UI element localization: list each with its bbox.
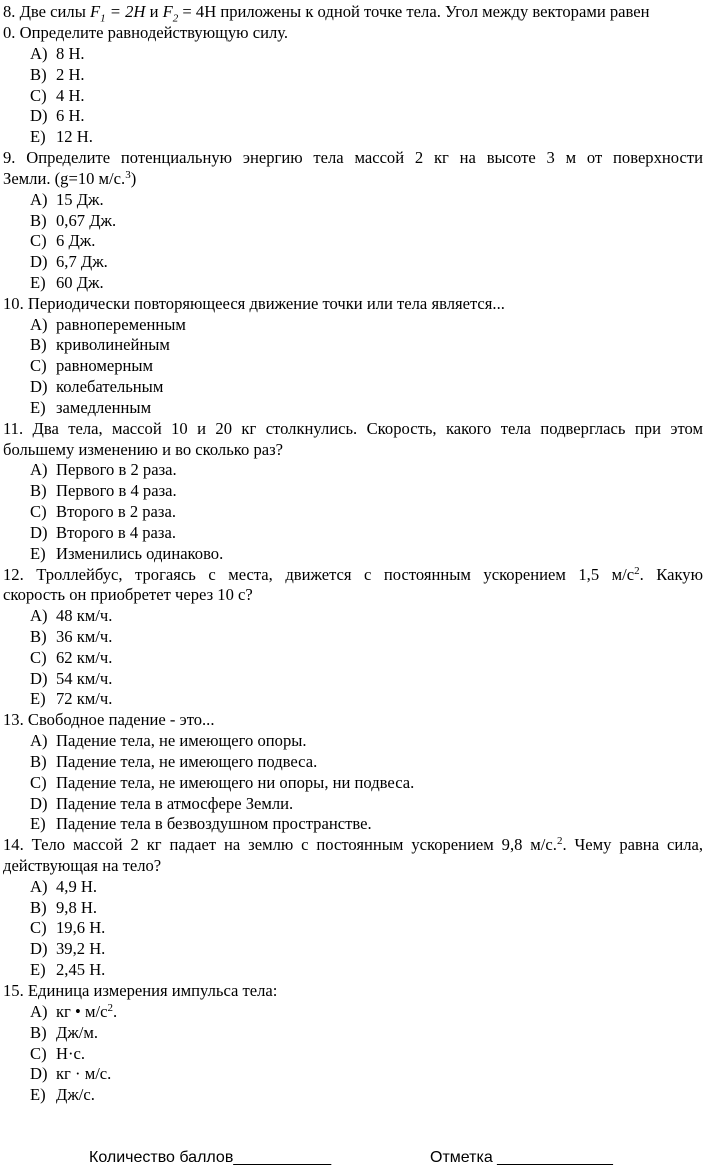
q8-option-d: D) 6 Н. [30, 106, 85, 125]
q10-option-c: C) равномерным [30, 356, 154, 375]
question-10-stem: 10. Периодически повторяющееся движение точки или тела является... [3, 294, 505, 313]
q11-option-c: C) Второго в 2 раза. [30, 502, 176, 521]
q11-option-d: D) Второго в 4 раза. [30, 523, 176, 542]
score-field-label: Количество баллов___________ [89, 1149, 332, 1166]
q9-option-c: C) 6 Дж. [30, 231, 96, 250]
question-8-stem-line-1: 8. Две силы $F_1 = 2H$ и $F_2 = 4Н$ приложены к одной точке тела. Угол между векторами равен [3, 2, 650, 25]
q12-option-e: E) 72 км/ч. [30, 689, 113, 708]
q8-option-a: A) 8 Н. [30, 44, 85, 63]
q15-option-e: E) Дж/с. [30, 1085, 95, 1104]
q14-option-b: B) 9,8 Н. [30, 898, 98, 917]
q10-option-d: D) колебательным [30, 377, 164, 396]
q10-option-b: B) криволинейным [30, 335, 170, 354]
question-8-stem-line-2: 0. Определите равнодействующую силу. [3, 23, 289, 42]
q15-option-b: B) Дж/м. [30, 1023, 99, 1042]
q12-option-c: C) 62 км/ч. [30, 648, 113, 667]
question-11-stem-line-1: 11. Два тела, массой 10 и 20 кг столкнулись. Скорость, какого тела подверглась при этом [3, 419, 703, 438]
question-9-stem-line-1: 9. Определите потенциальную энергию тела массой 2 кг на высоте 3 м от поверхности [3, 148, 703, 167]
question-15-stem: 15. Единица измерения импульса тела: [3, 981, 278, 1000]
question-13-stem: 13. Свободное падение - это... [3, 710, 215, 729]
q15-option-c: C) Н·с. [30, 1044, 86, 1063]
q12-option-b: B) 36 км/ч. [30, 627, 113, 646]
q9-option-d: D) 6,7 Дж. [30, 252, 108, 271]
question-14-stem-line-1: 14. Тело массой 2 кг падает на землю с постоянным ускорением 9,8 м/с.$^2$. Чему равна сила, [3, 835, 703, 854]
q15-option-a: A) кг • $м/с^2$. [30, 1002, 118, 1021]
q14-option-c: C) 19,6 Н. [30, 918, 106, 937]
q11-option-a: A) Первого в 2 раза. [30, 460, 177, 479]
q15-option-d: D) кг · м/с. [30, 1064, 112, 1083]
q12-option-d: D) 54 км/ч. [30, 669, 113, 688]
question-9-stem-line-2: Земли. (g=10 м/с.$^3$) [3, 169, 137, 188]
q9-option-e: E) 60 Дж. [30, 273, 104, 292]
q12-option-a: A) 48 км/ч. [30, 606, 113, 625]
q8-option-b: B) 2 Н. [30, 65, 85, 84]
q9-option-a: A) 15 Дж. [30, 190, 104, 209]
q8-option-c: C) 4 Н. [30, 86, 85, 105]
q9-option-b: B) 0,67 Дж. [30, 211, 117, 230]
q10-option-a: A) равнопеременным [30, 315, 186, 334]
question-12-stem-line-2: скорость он приобретет через 10 с? [3, 585, 253, 604]
q13-option-a: A) Падение тела, не имеющего опоры. [30, 731, 307, 750]
q14-option-e: E) 2,45 Н. [30, 960, 106, 979]
question-14-stem-line-2: действующая на тело? [3, 856, 162, 875]
q14-option-a: A) 4,9 Н. [30, 877, 98, 896]
q13-option-c: C) Падение тела, не имеющего ни опоры, ни подвеса. [30, 773, 415, 792]
q14-option-d: D) 39,2 Н. [30, 939, 106, 958]
q11-option-b: B) Первого в 4 раза. [30, 481, 177, 500]
question-12-stem-line-1: 12. Троллейбус, трогаясь с места, движется с постоянным ускорением 1,5 $м/с^2$. Какую [3, 565, 703, 584]
grade-field-label: Отметка _____________ [430, 1149, 613, 1166]
q10-option-e: E) замедленным [30, 398, 152, 417]
question-11-stem-line-2: большему изменению и во сколько раз? [3, 440, 284, 459]
q13-option-d: D) Падение тела в атмосфере Земли. [30, 794, 294, 813]
q11-option-e: E) Изменились одинаково. [30, 544, 224, 563]
q13-option-b: B) Падение тела, не имеющего подвеса. [30, 752, 318, 771]
q8-option-e: E) 12 Н. [30, 127, 93, 146]
q13-option-e: E) Падение тела в безвоздушном пространстве. [30, 814, 372, 833]
